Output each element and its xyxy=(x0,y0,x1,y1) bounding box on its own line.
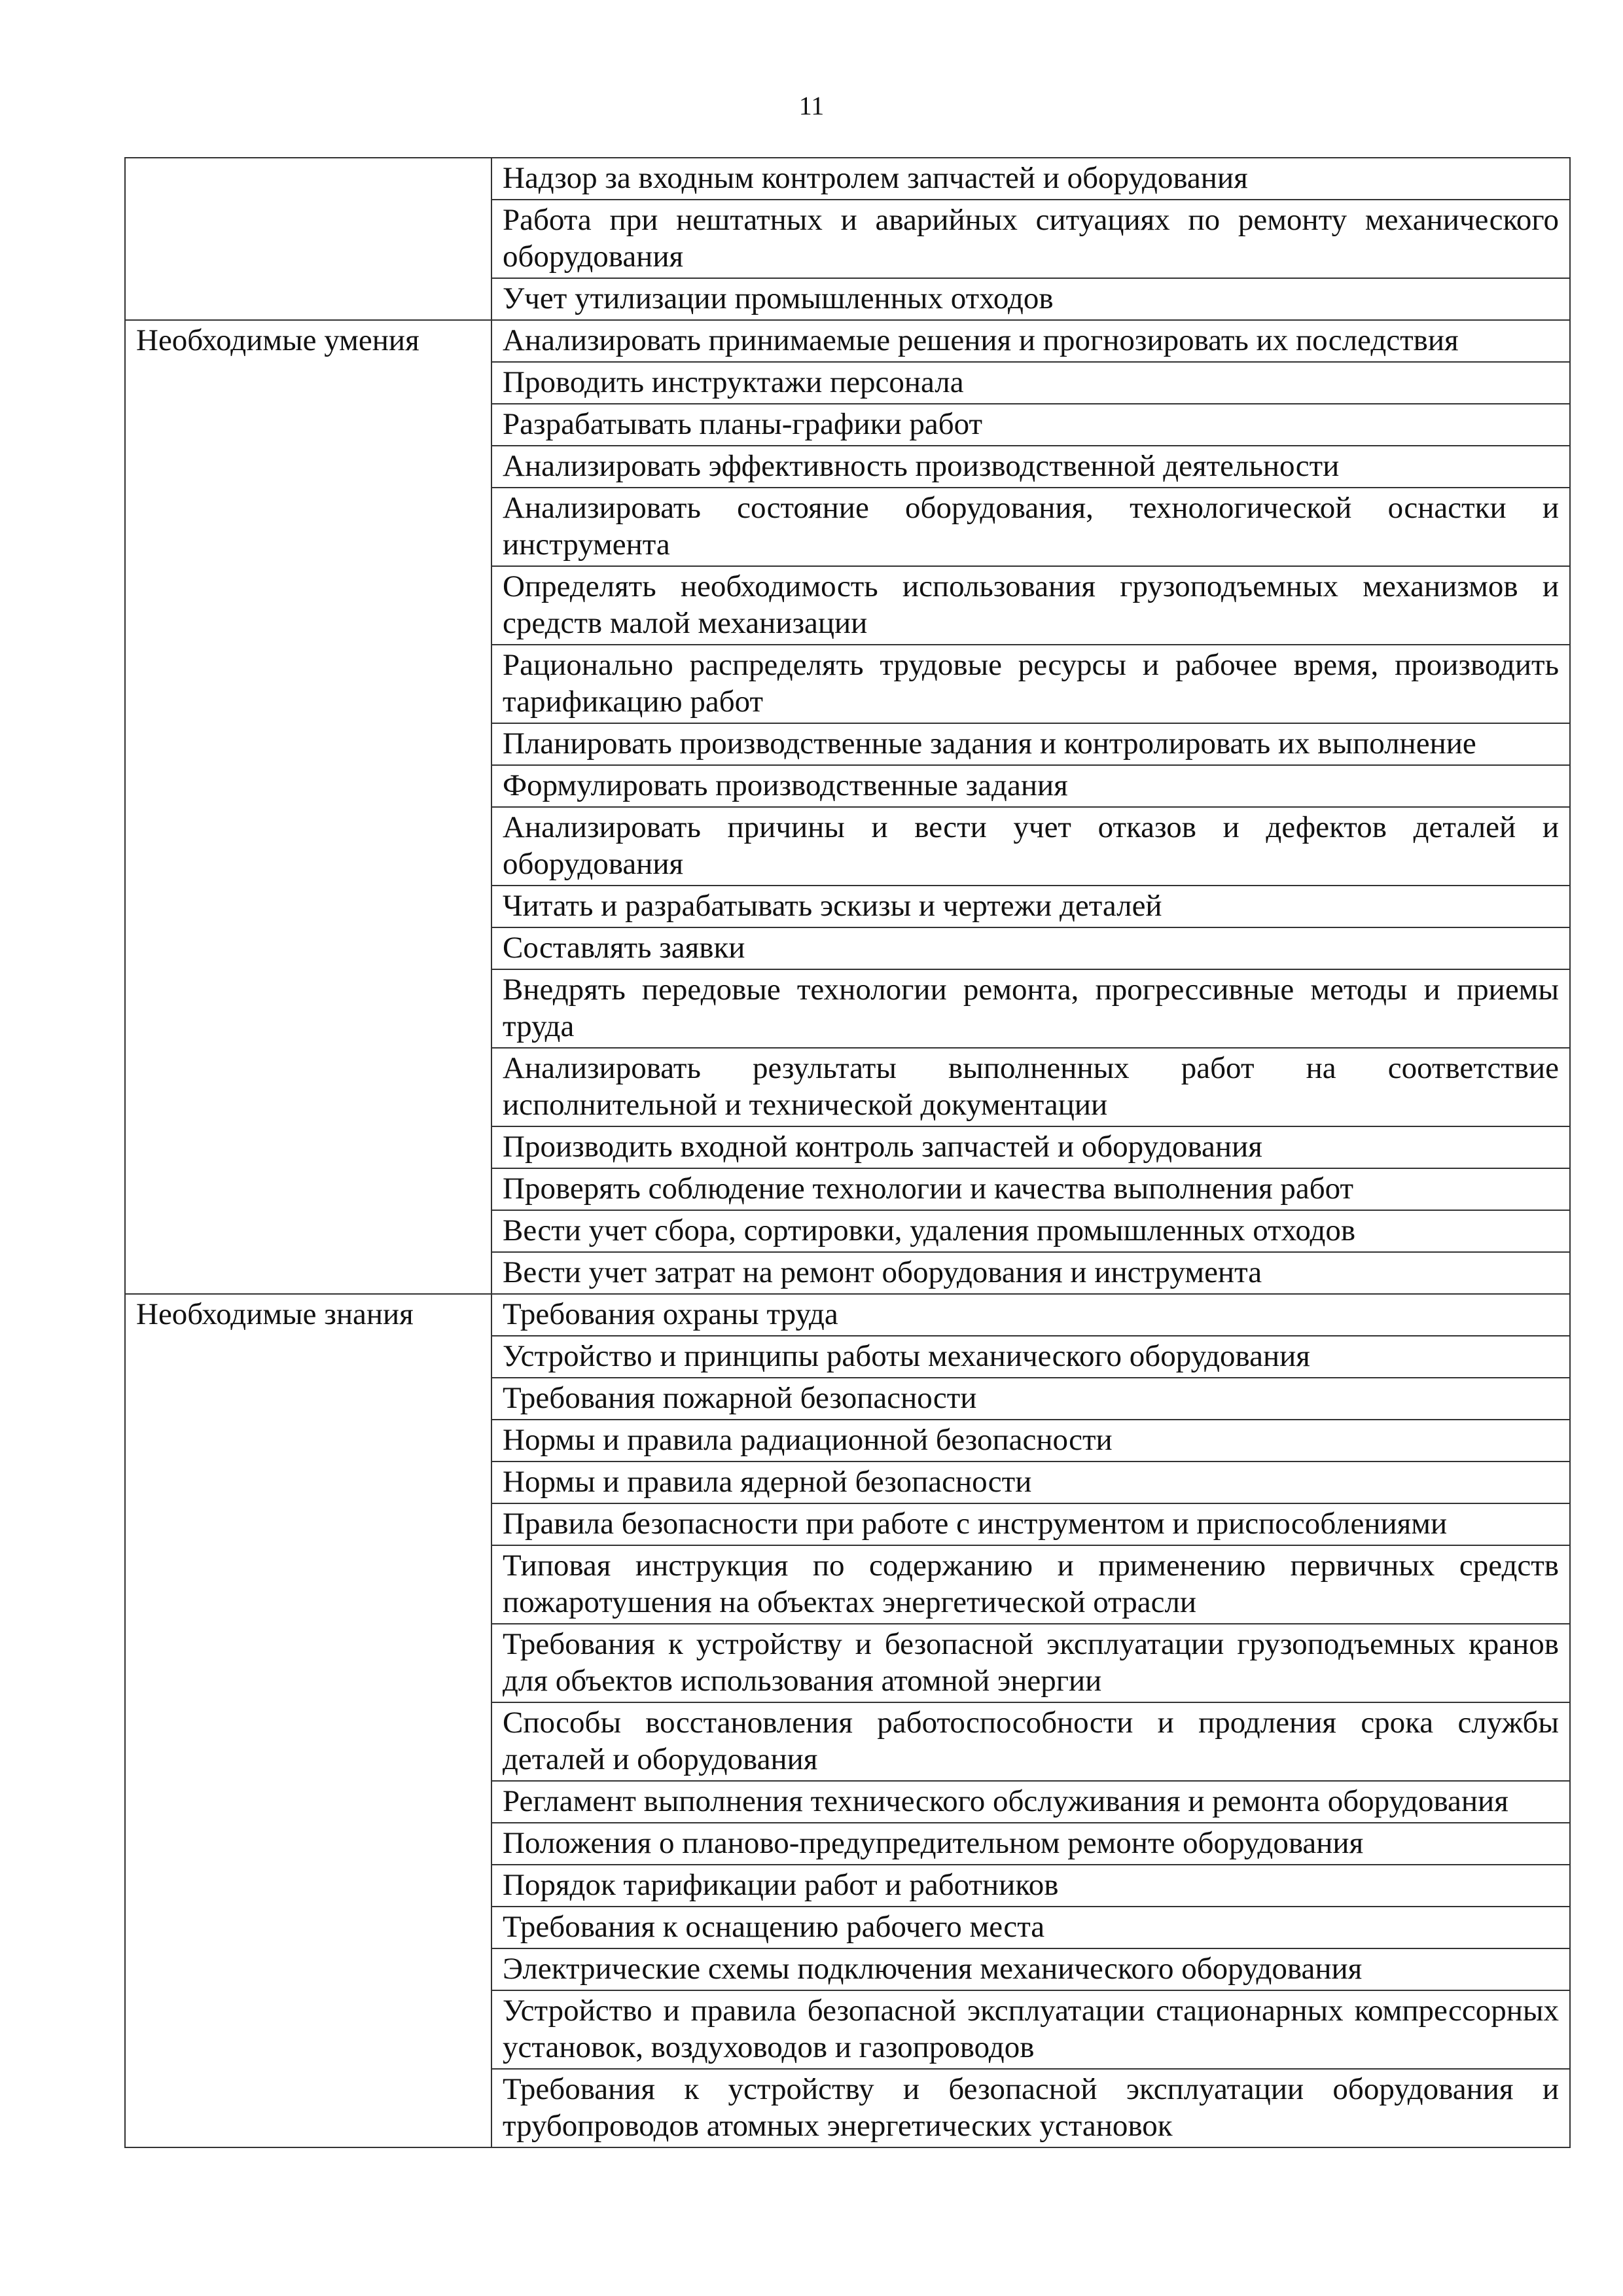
requirement-item: Определять необходимость использования грузоподъемных механизмов и средств малой механизации xyxy=(491,566,1570,645)
requirement-item: Вести учет затрат на ремонт оборудования и инструмента xyxy=(491,1252,1570,1294)
requirement-item: Учет утилизации промышленных отходов xyxy=(491,278,1570,320)
requirement-item: Электрические схемы подключения механического оборудования xyxy=(491,1948,1570,1990)
table-body xyxy=(125,158,1570,2147)
competency-table xyxy=(124,157,1571,2148)
requirement-item: Составлять заявки xyxy=(491,927,1570,969)
requirement-item: Разрабатывать планы-графики работ xyxy=(491,404,1570,446)
requirement-item: Требования к устройству и безопасной эксплуатации грузоподъемных кранов для объектов использования атомной энергии xyxy=(491,1624,1570,1702)
requirement-item: Работа при нештатных и аварийных ситуациях по ремонту механического оборудования xyxy=(491,200,1570,278)
requirement-item: Устройство и правила безопасной эксплуатации стационарных компрессорных установок, воздуховодов и газопроводов xyxy=(491,1990,1570,2069)
requirement-item: Проверять соблюдение технологии и качества выполнения работ xyxy=(491,1168,1570,1210)
requirement-item: Планировать производственные задания и контролировать их выполнение xyxy=(491,723,1570,765)
section-label xyxy=(125,158,491,320)
requirement-item: Требования охраны труда xyxy=(491,1294,1570,1336)
section-label: Необходимые знания xyxy=(125,1294,491,2147)
requirement-item: Требования к устройству и безопасной эксплуатации оборудования и трубопроводов атомных энергетических установок xyxy=(491,2069,1570,2147)
requirement-item: Требования к оснащению рабочего места xyxy=(491,1907,1570,1948)
requirement-item: Правила безопасности при работе с инструментом и приспособлениями xyxy=(491,1503,1570,1545)
table-row xyxy=(125,320,1570,362)
requirement-item: Анализировать состояние оборудования, технологической оснастки и инструмента xyxy=(491,488,1570,566)
section-label: Необходимые умения xyxy=(125,320,491,1294)
requirement-item: Надзор за входным контролем запчастей и оборудования xyxy=(491,158,1570,200)
requirement-item: Положения о планово-предупредительном ремонте оборудования xyxy=(491,1823,1570,1865)
table-row xyxy=(125,1294,1570,1336)
requirement-item: Способы восстановления работоспособности и продления срока службы деталей и оборудования xyxy=(491,1702,1570,1781)
requirement-item: Формулировать производственные задания xyxy=(491,765,1570,807)
requirement-item: Нормы и правила радиационной безопасности xyxy=(491,1420,1570,1462)
requirement-item: Читать и разрабатывать эскизы и чертежи деталей xyxy=(491,886,1570,927)
table-row xyxy=(125,158,1570,200)
requirement-item: Требования пожарной безопасности xyxy=(491,1378,1570,1420)
requirement-item: Анализировать принимаемые решения и прогнозировать их последствия xyxy=(491,320,1570,362)
requirement-item: Анализировать результаты выполненных работ на соответствие исполнительной и технической документации xyxy=(491,1048,1570,1126)
requirement-item: Вести учет сбора, сортировки, удаления промышленных отходов xyxy=(491,1210,1570,1252)
page-number: 11 xyxy=(798,91,825,120)
requirement-item: Порядок тарификации работ и работников xyxy=(491,1865,1570,1907)
requirement-item: Проводить инструктажи персонала xyxy=(491,362,1570,404)
requirement-item: Нормы и правила ядерной безопасности xyxy=(491,1462,1570,1503)
requirement-item: Типовая инструкция по содержанию и применению первичных средств пожаротушения на объектах энергетической отрасли xyxy=(491,1545,1570,1624)
requirement-item: Рационально распределять трудовые ресурсы и рабочее время, производить тарификацию работ xyxy=(491,645,1570,723)
requirement-item: Регламент выполнения технического обслуживания и ремонта оборудования xyxy=(491,1781,1570,1823)
requirement-item: Устройство и принципы работы механического оборудования xyxy=(491,1336,1570,1378)
requirement-item: Анализировать причины и вести учет отказов и дефектов деталей и оборудования xyxy=(491,807,1570,886)
requirement-item: Анализировать эффективность производственной деятельности xyxy=(491,446,1570,488)
requirement-item: Производить входной контроль запчастей и оборудования xyxy=(491,1126,1570,1168)
requirement-item: Внедрять передовые технологии ремонта, прогрессивные методы и приемы труда xyxy=(491,969,1570,1048)
